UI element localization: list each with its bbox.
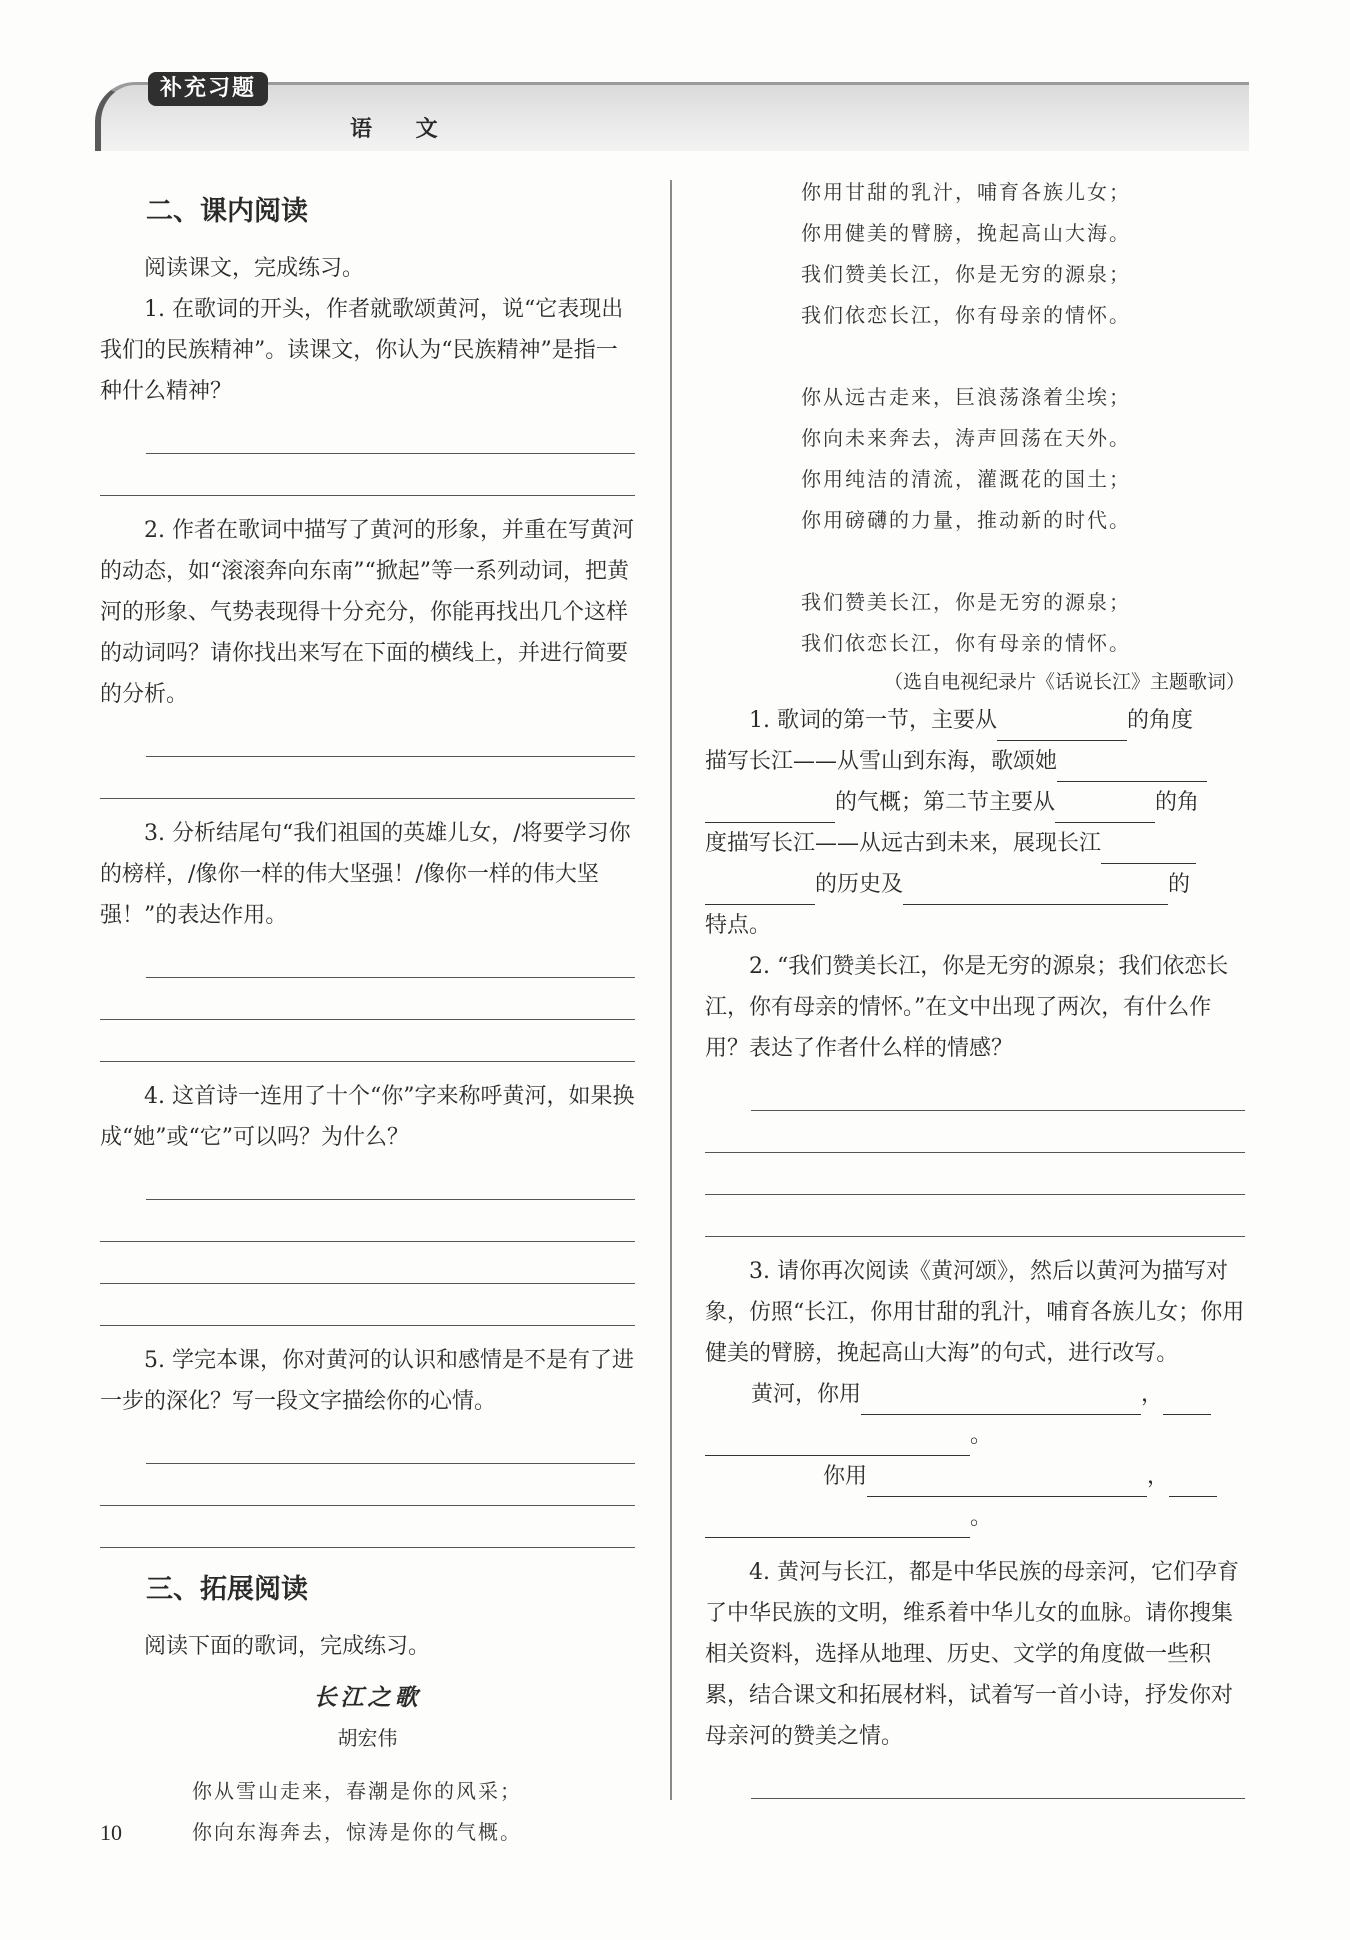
left-column	[100, 188, 635, 1853]
answer-line[interactable]	[751, 1757, 1245, 1799]
fill-blank[interactable]	[1163, 1388, 1211, 1415]
answer-line[interactable]	[100, 1506, 635, 1548]
answer-line[interactable]	[146, 715, 635, 757]
question-r4: 4. 黄河与长江，都是中华民族的母亲河，它们孕育了中华民族的文明，维系着中华儿女的血脉。请你搜集相关资料，选择从地理、历史、文学的角度做一些积累，结合课文和拓展材料，试着写一首小诗，抒发你对母亲河的赞美之情。	[705, 1560, 1239, 1749]
fill-blank[interactable]	[705, 1429, 970, 1456]
section-title-extended-reading: 三、拓展阅读	[146, 1574, 308, 1605]
question-r2: 2. “我们赞美长江，你是无穷的源泉；我们依恋长江，你有母亲的情怀。”在文中出现了两次，有什么作用？表达了作者什么样的情感？	[705, 954, 1229, 1061]
answer-line[interactable]	[146, 412, 635, 454]
poem-line: 你用磅礴的力量，推动新的时代。	[801, 508, 1131, 532]
question-3: 3. 分析结尾句“我们祖国的英雄儿女，/将要学习你的榜样，/像你一样的伟大坚强！/像你一样的伟大坚强！”的表达作用。	[100, 821, 631, 928]
poem-line: 你向东海奔去，惊涛是你的气概。	[192, 1820, 522, 1844]
question-1: 1. 在歌词的开头，作者就歌颂黄河，说“它表现出我们的民族精神”。读课文，你认为“民族精神”是指一种什么精神？	[100, 297, 624, 404]
fill-blank[interactable]	[903, 878, 1168, 905]
answer-line[interactable]	[100, 1284, 635, 1326]
question-5: 5. 学完本课，你对黄河的认识和感情是不是有了进一步的深化？写一段文字描绘你的心情。	[100, 1348, 634, 1414]
answer-line[interactable]	[100, 978, 635, 1020]
answer-line[interactable]	[100, 757, 635, 799]
fill-blank[interactable]	[1101, 837, 1196, 864]
rewrite-row-1: 黄河，你用 ，	[705, 1374, 1245, 1415]
answer-line[interactable]	[100, 1200, 635, 1242]
answer-line[interactable]	[146, 1158, 635, 1200]
question-r1-cont: 的气概；第二节主要从 的角	[705, 782, 1245, 823]
poem-source: （选自电视纪录片《话说长江》主题歌词）	[883, 671, 1245, 693]
section-intro: 阅读下面的歌词，完成练习。	[144, 1634, 431, 1659]
poem-line: 我们依恋长江，你有母亲的情怀。	[801, 303, 1131, 327]
answer-line[interactable]	[100, 1464, 635, 1506]
answer-line[interactable]	[146, 1422, 635, 1464]
fill-blank[interactable]	[1169, 1470, 1217, 1497]
rewrite-row-1-cont: 。	[705, 1415, 1245, 1456]
poem-line: 你用甘甜的乳汁，哺育各族儿女；	[801, 180, 1131, 204]
fill-blank[interactable]	[1055, 796, 1155, 823]
poem-line: 我们依恋长江，你有母亲的情怀。	[801, 631, 1131, 655]
fill-blank[interactable]	[997, 714, 1127, 741]
poem-author: 胡宏伟	[337, 1726, 398, 1750]
rewrite-row-2: 你用 ，	[705, 1456, 1245, 1497]
fill-blank[interactable]	[705, 796, 835, 823]
poem-line: 我们赞美长江，你是无穷的源泉；	[801, 590, 1131, 614]
header-tag: 补充习题	[148, 72, 268, 106]
poem-line: 你从雪山走来，春潮是你的风采；	[192, 1779, 522, 1803]
rewrite-row-2-cont: 。	[705, 1497, 1245, 1538]
answer-line[interactable]	[100, 454, 635, 496]
question-r1-cont: 特点。	[705, 913, 772, 938]
question-r1: 1. 歌词的第一节，主要从 的角度	[705, 700, 1245, 741]
fill-blank[interactable]	[867, 1470, 1147, 1497]
column-divider	[670, 180, 672, 1800]
poem-line: 你向未来奔去，涛声回荡在天外。	[801, 426, 1131, 450]
page-number: 10	[100, 1820, 122, 1845]
fill-blank[interactable]	[705, 1511, 970, 1538]
answer-line[interactable]	[100, 1242, 635, 1284]
answer-line[interactable]	[705, 1195, 1245, 1237]
section-title-in-class-reading: 二、课内阅读	[146, 196, 308, 227]
answer-line[interactable]	[705, 1153, 1245, 1195]
question-r3: 3. 请你再次阅读《黄河颂》，然后以黄河为描写对象，仿照“长江，你用甘甜的乳汁，哺育各族儿女；你用健美的臂膀，挽起高山大海”的句式，进行改写。	[705, 1259, 1245, 1366]
header-subject: 语 文	[350, 117, 456, 142]
question-r1-cont: 描写长江——从雪山到东海，歌颂她	[705, 741, 1245, 782]
poem-title: 长江之歌	[313, 1684, 422, 1711]
fill-blank[interactable]	[861, 1388, 1141, 1415]
answer-line[interactable]	[146, 936, 635, 978]
answer-line[interactable]	[705, 1111, 1245, 1153]
fill-blank[interactable]	[705, 878, 815, 905]
question-r1-cont: 度描写长江——从远古到未来，展现长江	[705, 823, 1245, 864]
poem-line: 你从远古走来，巨浪荡涤着尘埃；	[801, 385, 1131, 409]
question-r1-cont: 的历史及 的	[705, 864, 1245, 905]
poem-line: 你用纯洁的清流，灌溉花的国土；	[801, 467, 1131, 491]
right-column	[705, 172, 1245, 1799]
poem-line: 你用健美的臂膀，挽起高山大海。	[801, 221, 1131, 245]
fill-blank[interactable]	[1057, 755, 1207, 782]
poem-line: 我们赞美长江，你是无穷的源泉；	[801, 262, 1131, 286]
section-intro: 阅读课文，完成练习。	[144, 256, 365, 281]
answer-line[interactable]	[100, 1020, 635, 1062]
answer-line[interactable]	[751, 1069, 1245, 1111]
header-band	[95, 82, 1249, 151]
question-2: 2. 作者在歌词中描写了黄河的形象，并重在写黄河的动态，如“滚滚奔向东南”“掀起”等一系列动词，把黄河的形象、气势表现得十分充分，你能再找出几个这样的动词吗？请你找出来写在下面的横线上，并进行简要的分析。	[100, 518, 634, 707]
question-4: 4. 这首诗一连用了十个“你”字来称呼黄河，如果换成“她”或“它”可以吗？为什么？	[100, 1084, 635, 1150]
